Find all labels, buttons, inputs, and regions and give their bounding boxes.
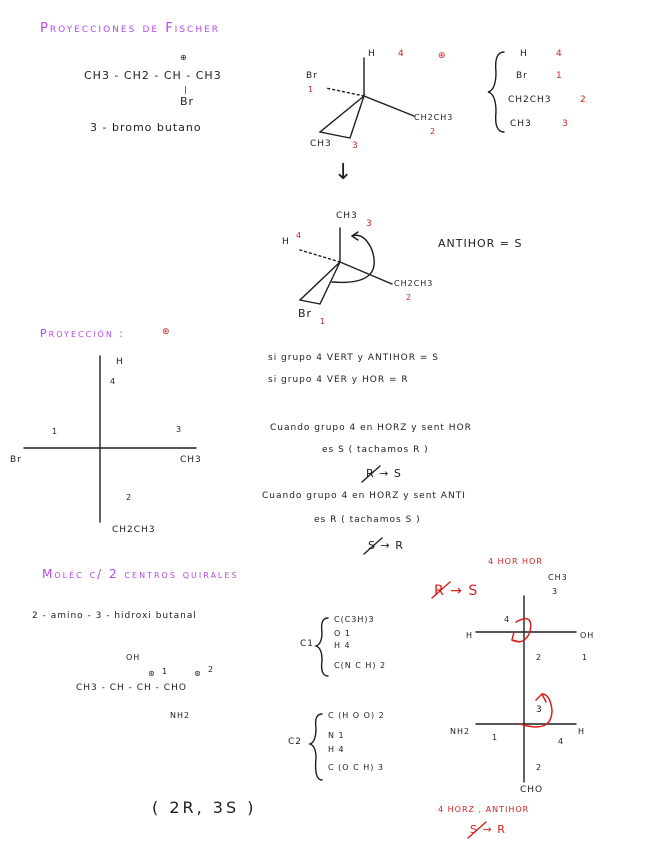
fischer-note-bottom2: S → R	[470, 823, 506, 836]
c2-item-2: N 1	[328, 731, 345, 740]
wedge1-right-rank: 2	[430, 127, 437, 136]
fischer-row1-right: OH	[580, 631, 595, 640]
wedge1-marker: ⊕	[438, 51, 447, 61]
case1-line2: es S ( tachamos R )	[322, 445, 429, 455]
wedge2-top: CH3	[336, 211, 358, 221]
fischer-row2-right: H	[578, 727, 586, 736]
wedge1-bonds	[320, 58, 414, 138]
molecule-nh2: NH2	[170, 711, 191, 720]
c1-item-3: H 4	[334, 641, 351, 650]
c2-label: C2	[288, 737, 303, 747]
star-2-rank: 2	[208, 665, 215, 674]
fischer-bottom: CHO	[520, 785, 544, 795]
formula-bond: |	[184, 85, 188, 94]
fischer-row2-left-rank: 1	[492, 733, 499, 742]
rule-vertical-hor: si grupo 4 VER y HOR = R	[268, 375, 409, 385]
star-1-icon: ⊛	[148, 669, 156, 678]
star-1-rank: 1	[162, 667, 169, 676]
fischer-row2-down-rank: 2	[536, 763, 543, 772]
fischer-note-bottom: 4 HORZ , ANTIHOR	[438, 805, 530, 814]
molecule-name: 2 - amino - 3 - hidroxi butanal	[32, 611, 197, 621]
c1-item-4: C(N C H) 2	[334, 661, 387, 670]
priority-group-4: CH3	[510, 119, 532, 129]
formula-br: Br	[180, 95, 195, 108]
priority-group-2: Br	[516, 71, 528, 81]
star-2-icon: ⊛	[194, 669, 202, 678]
strike-case1	[362, 466, 380, 482]
c1-label: C1	[300, 639, 315, 649]
fischer-row1-down-rank: 2	[536, 653, 543, 662]
c1-item-1: C(C3H)3	[334, 615, 375, 624]
cross-right-rank: 3	[176, 425, 183, 434]
priority-rank-4: 3	[562, 119, 569, 129]
wedge2-right-rank: 2	[406, 293, 413, 302]
cross-bottom: CH2CH3	[112, 525, 156, 535]
section-title-moleculas: Moléc c/ 2 centros quirales	[42, 567, 239, 581]
c1-brace	[316, 618, 328, 676]
wedge1-bottom: CH3	[310, 139, 332, 149]
wedge1-right: CH2CH3	[414, 113, 454, 122]
fischer-note-top-left: R → S	[434, 583, 479, 599]
molecule-formula: CH3 - CH - CH - CHO	[76, 683, 187, 693]
c2-item-4: C (O C H) 3	[328, 763, 384, 772]
fischer-top: CH3	[548, 573, 568, 582]
case2-line1: Cuando grupo 4 en HORZ y sent ANTI	[262, 491, 466, 501]
priority-rank-3: 2	[580, 95, 587, 105]
strike-fischer-top	[432, 582, 450, 598]
rotation-result: ANTIHOR = S	[438, 237, 523, 250]
wedge2-bottom: Br	[298, 307, 313, 320]
fischer-row2-left: NH2	[450, 727, 471, 736]
fischer-top-rank: 3	[552, 587, 559, 596]
wedge2-top-rank: 3	[366, 219, 373, 229]
priority-group-1: H	[520, 49, 528, 59]
cross-left-rank: 1	[52, 427, 59, 436]
fischer-note-top: 4 HOR HOR	[488, 557, 543, 566]
case2-line3: S → R	[368, 539, 404, 552]
case2-line2: es R ( tachamos S )	[314, 515, 421, 525]
wedge2-bottom-rank: 1	[320, 317, 327, 326]
molecule-oh: OH	[126, 653, 141, 662]
rule-vertical: si grupo 4 VERT y ANTIHOR = S	[268, 353, 439, 363]
c2-item-3: H 4	[328, 745, 345, 754]
proyeccion-marker: ⊕	[162, 327, 171, 337]
formula-butane: CH3 - CH2 - CH - CH3	[84, 69, 222, 82]
cross-bottom-rank: 2	[126, 493, 133, 502]
wedge1-left-rank: 1	[308, 85, 315, 94]
section-title-proyeccion: Proyección :	[40, 327, 126, 340]
c2-item-1: C (H O O) 2	[328, 711, 385, 720]
wedge1-left: Br	[306, 71, 318, 81]
priority-rank-2: 1	[556, 71, 563, 81]
fischer-row2-mid-rank: 3	[536, 705, 543, 715]
cross-top: H	[116, 357, 124, 367]
wedge1-top: H	[368, 49, 376, 59]
c2-brace	[310, 714, 322, 780]
wedge1-top-rank: 4	[398, 49, 405, 59]
wedge2-bonds	[300, 228, 392, 304]
priority-brace	[488, 52, 504, 132]
strike-case2	[364, 538, 382, 554]
fischer-row1-right-rank: 1	[582, 653, 589, 662]
wedge2-left: H	[282, 237, 290, 247]
cross-left: Br	[10, 455, 22, 465]
configuration-answer: ( 2R, 3S )	[152, 798, 257, 817]
fischer-lines	[476, 596, 576, 782]
compound-name: 3 - bromo butano	[90, 121, 202, 134]
wedge2-left-rank: 4	[296, 231, 303, 240]
priority-group-3: CH2CH3	[508, 95, 552, 105]
fischer-row2-right-rank: 4	[558, 737, 565, 746]
wedge1-bottom-rank: 3	[352, 141, 359, 151]
section-title-fischer: Proyecciones de Fischer	[40, 21, 221, 36]
fischer-arrows	[512, 619, 552, 727]
cross-projection-lines	[24, 356, 196, 522]
cross-top-rank: 4	[110, 377, 117, 386]
case1-line1: Cuando grupo 4 en HORZ y sent HOR	[270, 423, 472, 433]
fischer-row1-left-rank: 4	[504, 615, 511, 624]
case1-line3: R → S	[366, 467, 402, 480]
strike-fischer-bottom	[468, 822, 486, 838]
c1-item-2: O 1	[334, 629, 351, 638]
arrow-down-icon: ↓	[334, 160, 354, 185]
formula-chiral-dot: ⊕	[180, 53, 188, 62]
wedge2-right: CH2CH3	[394, 279, 434, 288]
cross-right: CH3	[180, 455, 202, 465]
fischer-row1-left: H	[466, 631, 474, 640]
priority-rank-1: 4	[556, 49, 563, 59]
